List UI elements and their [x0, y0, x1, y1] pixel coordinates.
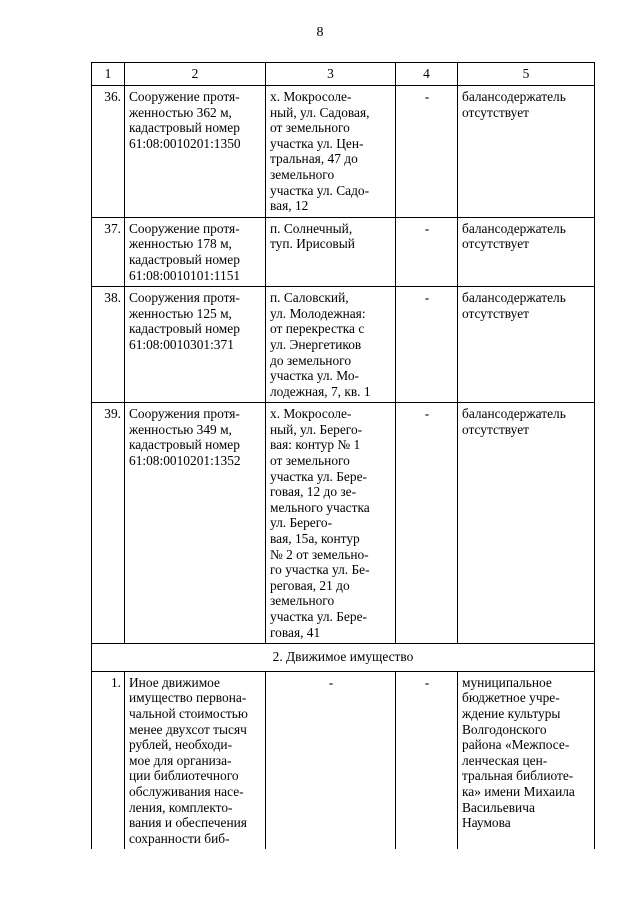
header-col-3: 3 — [266, 63, 396, 86]
object-description: Сооружение протя- женностью 178 м, кадастровый номер 61:08:0010101:1151 — [125, 217, 266, 286]
object-address: х. Мокросоле- ный, ул. Садовая, от земельного участка ул. Цен- тральная, 47 до земельного участка ул. Садо- вая, 12 — [266, 86, 396, 218]
section-title: 2. Движимое имущество — [92, 644, 595, 672]
object-description: Иное движимое имущество первона- чальной стоимостью менее двухсот тысяч рублей, необходи- мое для организа- ции библиотечного обслуживания насе- ления, комплекто- вания и обеспечения сохранности биб- — [125, 671, 266, 849]
header-col-5: 5 — [458, 63, 595, 86]
balance-holder: балансодержатель отсутствует — [458, 86, 595, 218]
header-col-2: 2 — [125, 63, 266, 86]
section-row — [92, 644, 595, 672]
header-col-4: 4 — [396, 63, 458, 86]
balance-holder: балансодержатель отсутствует — [458, 217, 595, 286]
balance-holder: муниципальное бюджетное учре- ждение культуры Волгодонского района «Межпосе- ленческая цен- тральная библиоте- ка» имени Михаила Васильевича Наумова — [458, 671, 595, 849]
object-description: Сооружение протя- женностью 362 м, кадастровый номер 61:08:0010201:1350 — [125, 86, 266, 218]
col4-value: - — [396, 217, 458, 286]
col4-value: - — [396, 287, 458, 403]
table-row — [92, 287, 595, 403]
row-number: 36. — [92, 86, 125, 218]
row-number: 39. — [92, 403, 125, 644]
table-row — [92, 217, 595, 286]
object-address: х. Мокросоле- ный, ул. Берего- вая: контур № 1 от земельного участка ул. Бере- говая, 12 до зе- мельного участка ул. Берего- вая, 15а, контур № 2 от земельно- го участка ул. Бе- реговая, 21 до земельного участка ул. Бере- говая, 41 — [266, 403, 396, 644]
row-number: 1. — [92, 671, 125, 849]
property-table — [91, 62, 595, 849]
row-number: 37. — [92, 217, 125, 286]
balance-holder: балансодержатель отсутствует — [458, 403, 595, 644]
object-address: п. Солнечный, туп. Ирисовый — [266, 217, 396, 286]
object-description: Сооружения протя- женностью 349 м, кадастровый номер 61:08:0010201:1352 — [125, 403, 266, 644]
header-col-1: 1 — [92, 63, 125, 86]
col4-value: - — [396, 671, 458, 849]
object-address: - — [266, 671, 396, 849]
table-row — [92, 671, 595, 849]
object-description: Сооружения протя- женностью 125 м, кадастровый номер 61:08:0010301:371 — [125, 287, 266, 403]
table-row — [92, 403, 595, 644]
page-number: 8 — [316, 25, 324, 40]
header-row — [92, 63, 595, 86]
col4-value: - — [396, 86, 458, 218]
object-address: п. Саловский, ул. Молодежная: от перекрестка с ул. Энергетиков до земельного участка ул. Мо- лодежная, 7, кв. 1 — [266, 287, 396, 403]
row-number: 38. — [92, 287, 125, 403]
table-row — [92, 86, 595, 218]
col4-value: - — [396, 403, 458, 644]
balance-holder: балансодержатель отсутствует — [458, 287, 595, 403]
